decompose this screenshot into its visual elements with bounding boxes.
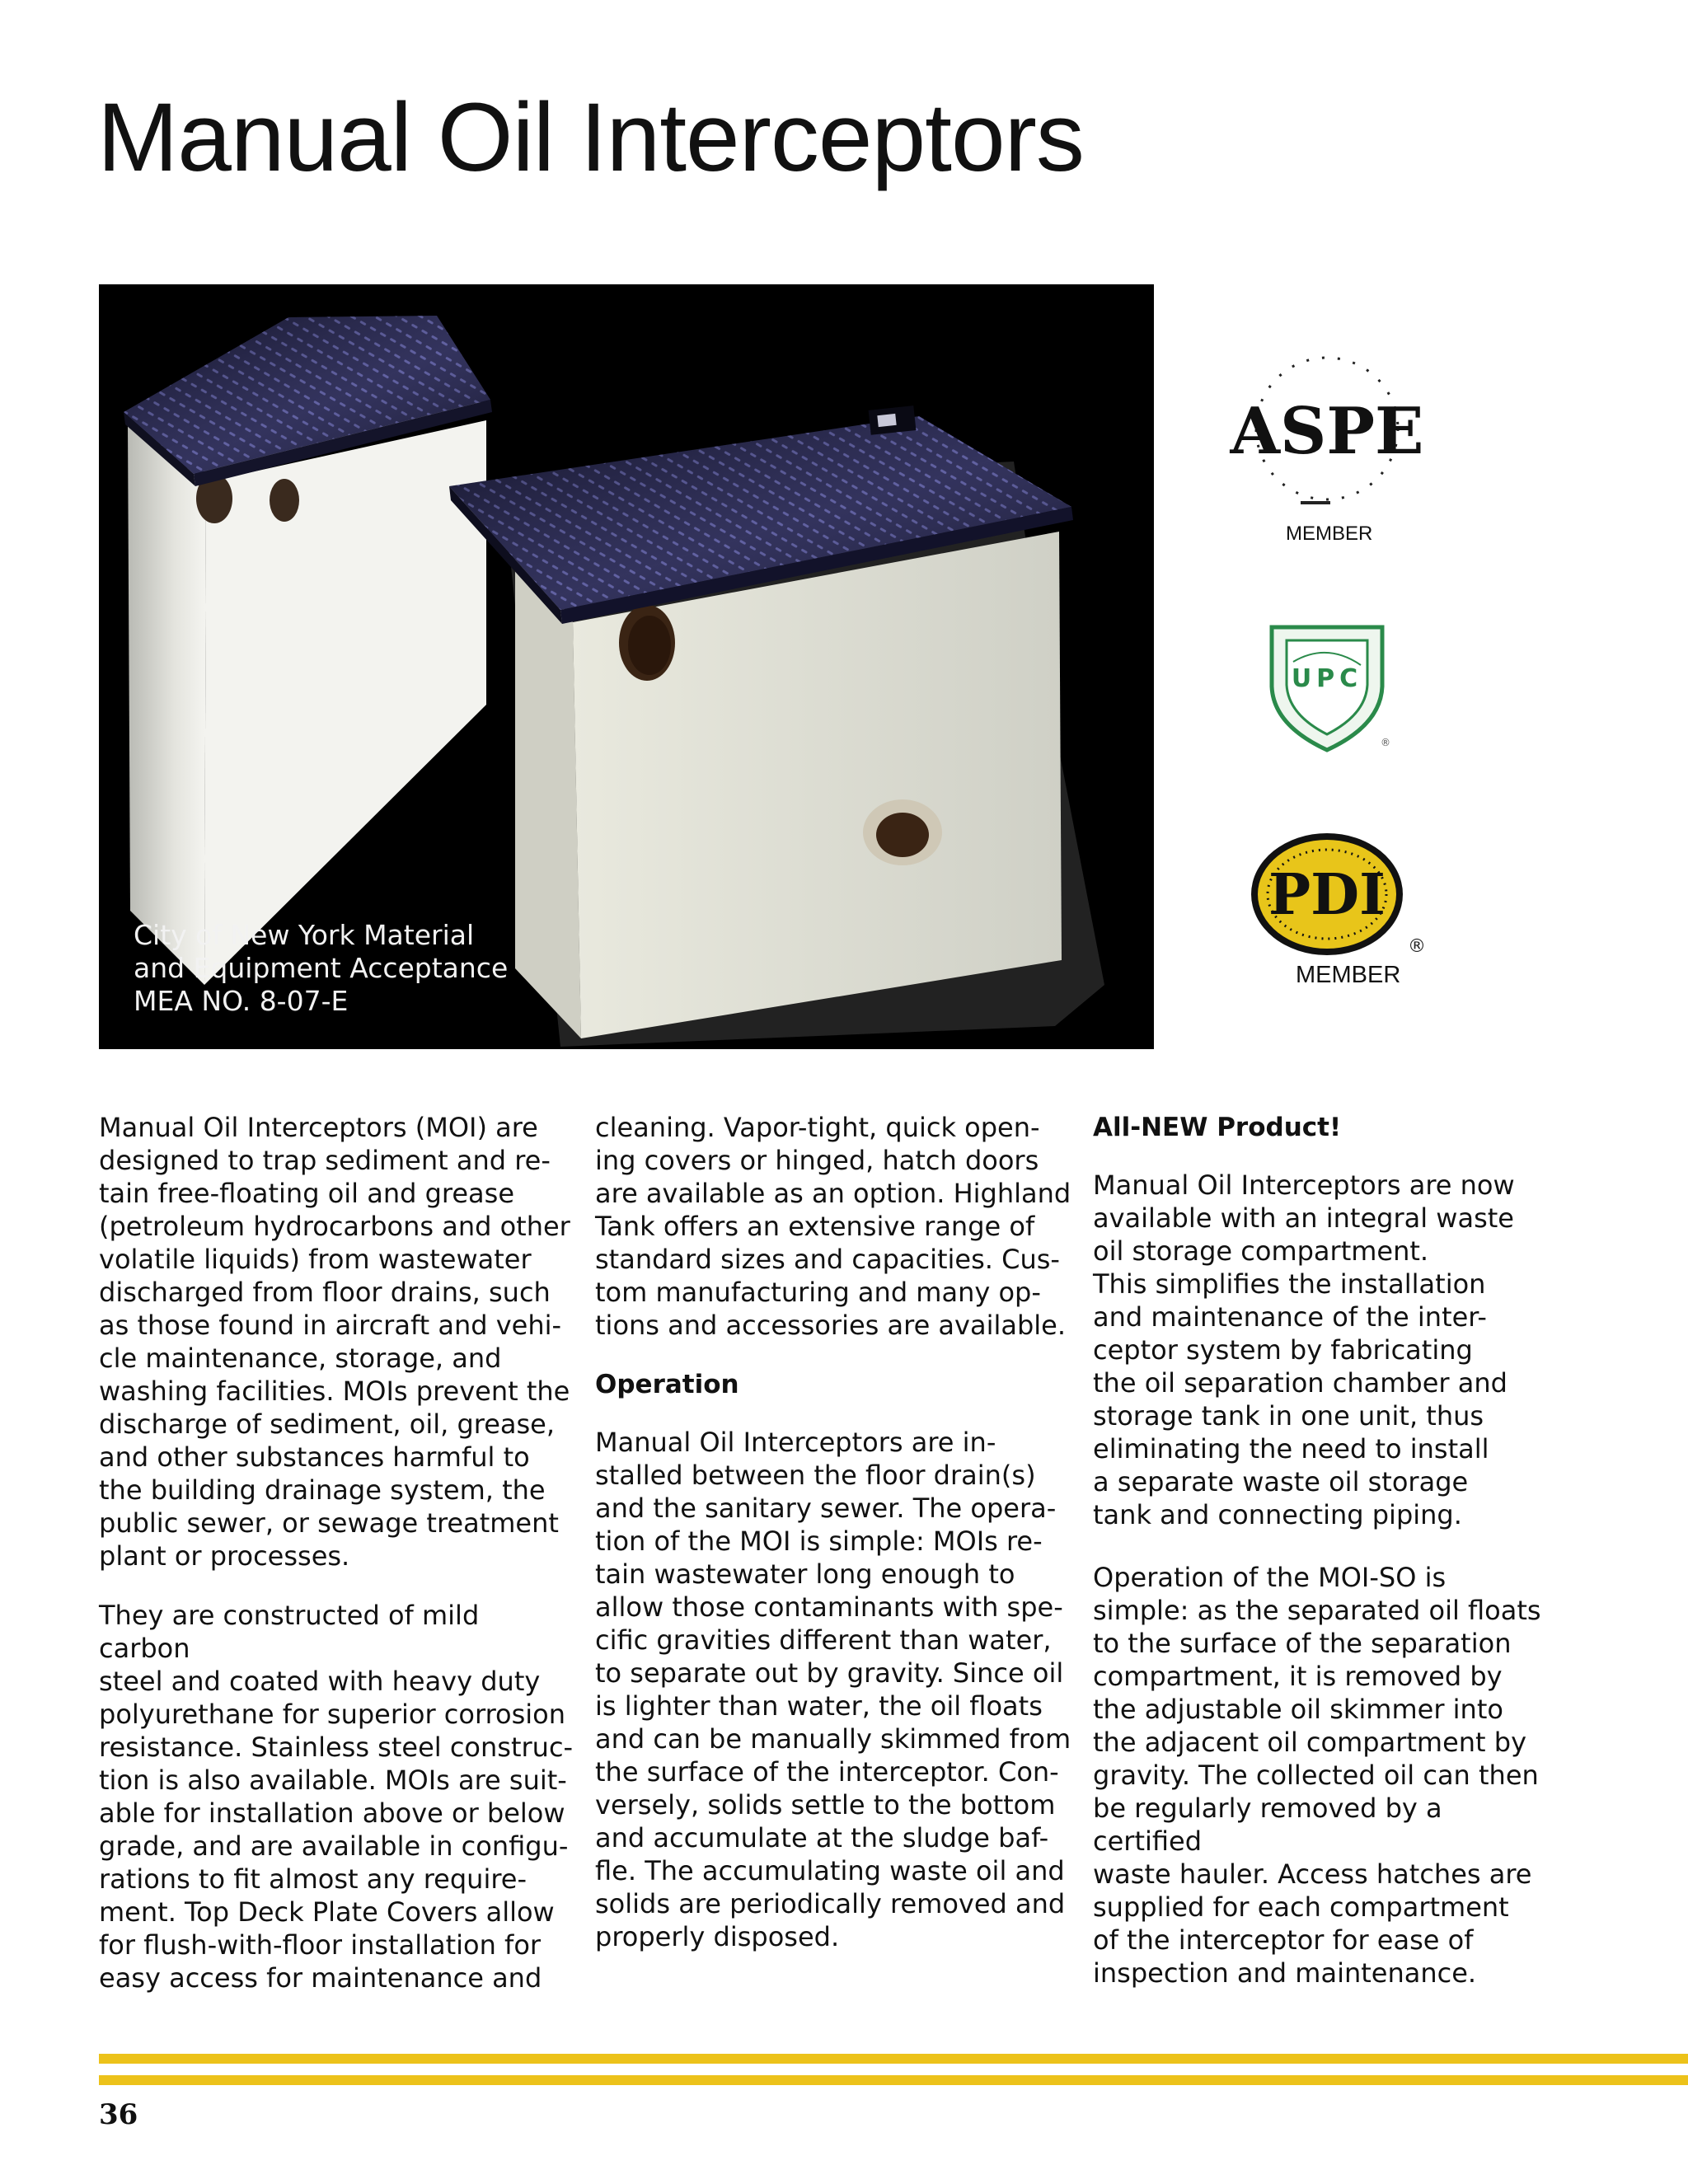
aspe-member-label: MEMBER bbox=[1286, 523, 1373, 545]
section-heading-operation: Operation bbox=[595, 1370, 739, 1399]
text-column-2 bbox=[595, 1111, 1073, 1953]
section-heading-all-new: All-NEW Product! bbox=[1093, 1113, 1342, 1142]
upc-registered-mark: ® bbox=[1381, 737, 1390, 748]
footer-rule-top bbox=[99, 2054, 1688, 2064]
upc-logo bbox=[1265, 622, 1389, 754]
caption-line: MEA NO. 8-07-E bbox=[134, 985, 349, 1017]
pdi-logo bbox=[1245, 828, 1434, 993]
aspe-logo-text: ASPE bbox=[1230, 394, 1424, 469]
aspe-logo bbox=[1220, 338, 1434, 545]
pdi-logo-graphic bbox=[1245, 828, 1434, 964]
upc-shield-icon bbox=[1265, 622, 1389, 754]
caption-line: and Equipment Acceptance bbox=[134, 952, 509, 984]
product-photo bbox=[99, 284, 1154, 1049]
pdi-logo-text: PDI bbox=[1268, 862, 1386, 928]
paragraph: Manual Oil Interceptors are now available with an integral waste oil storage compartment. This simplifies the installation and maintenance of the inter- ceptor system by fabricating the oil separation chamber and storage tank in one unit, thus eliminating the need to install a separate waste oil storage tank and connecting piping. bbox=[1093, 1169, 1515, 1530]
paragraph: Manual Oil Interceptors are in- stalled between the floor drain(s) and the sanitary sewer. The opera- tion of the MOI is simple: MOIs re- tain wastewater long enough to allow those contaminants with spe- cific gravities different than water, to separate out by gravity. Since oil is lighter than water, the oil floats and can be manually skimmed from the surface of the interceptor. Con- versely, solids settle to the bottom and accumulate at the sludge baf- fle. The accumulating waste oil and solids are periodically removed and properly disposed. bbox=[595, 1427, 1071, 1952]
paragraph: Operation of the MOI-SO is simple: as the separated oil floats to the surface of the separation compartment, it is removed by the adjustable oil skimmer into the adjacent oil compartment by gravity. The collected oil can then be regularly removed by a certified waste hauler. Access hatches are supplied for each compartment of the interceptor for ease of inspection and maintenance. bbox=[1093, 1562, 1541, 1989]
page-title: Manual Oil Interceptors bbox=[97, 83, 1084, 192]
footer-rule-bottom bbox=[99, 2075, 1688, 2085]
text-column-3 bbox=[1093, 1111, 1554, 1990]
caption-line: City of New York Material bbox=[134, 919, 475, 951]
aspe-logo-graphic bbox=[1220, 338, 1434, 519]
text-column-1 bbox=[99, 1111, 577, 1994]
pdi-registered-mark: ® bbox=[1408, 936, 1426, 957]
pdi-member-label: MEMBER bbox=[1296, 962, 1401, 988]
paragraph: cleaning. Vapor-tight, quick open- ing covers or hinged, hatch doors are available as an option. Highland Tank offers an extensive range of standard sizes and capacities. Cus- tom manufacturing and many op- tions and accessories are available. bbox=[595, 1112, 1071, 1341]
paragraph: Manual Oil Interceptors (MOI) are designed to trap sediment and re- tain free-floating oil and grease (petroleum hydrocarbons and other volatile liquids) from wastewater discharged from floor drains, such as those found in aircraft and vehi- cle maintenance, storage, and washing facilities. MOIs prevent the discharge of sediment, oil, grease, and other substances harmful to the building drainage system, the public sewer, or sewage treatment plant or processes. bbox=[99, 1112, 570, 1572]
paragraph: They are constructed of mild carbon steel and coated with heavy duty polyurethane for superior corrosion resistance. Stainless steel construc- tion is also available. MOIs are suit- able for installation above or below grade, and are available in configu- rations to fit almost any require- ment. Top Deck Plate Covers allow for flush-with-floor installation for easy access for maintenance and bbox=[99, 1600, 574, 1994]
upc-logo-text: UPC bbox=[1291, 664, 1363, 693]
photo-caption bbox=[134, 919, 508, 1018]
page-number: 36 bbox=[99, 2098, 138, 2131]
